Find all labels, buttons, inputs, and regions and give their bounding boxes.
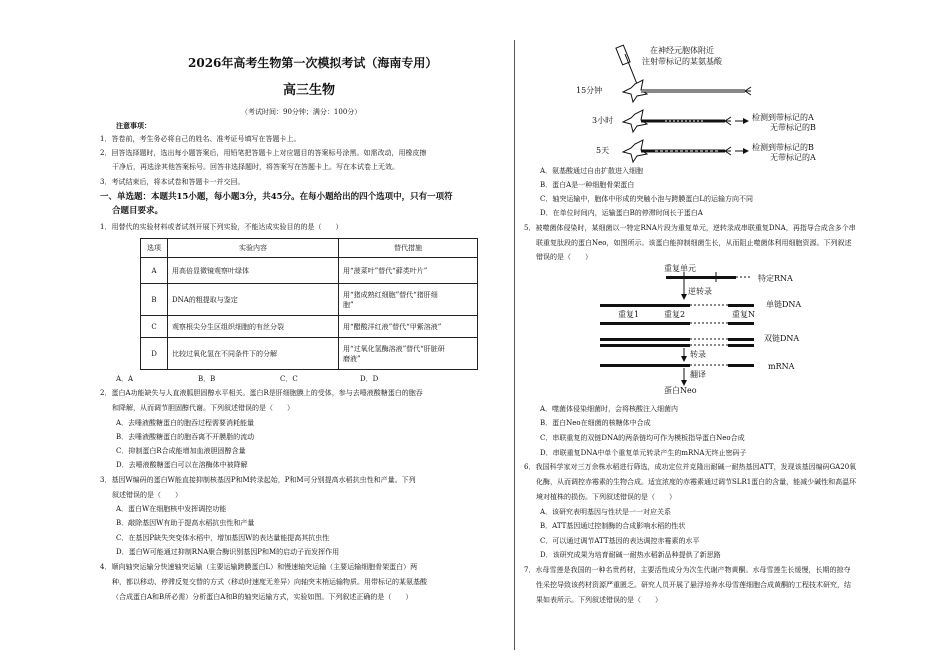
exam-title: 2026年高考生物第一次模拟考试（海南专用） [188, 56, 438, 70]
column-divider [514, 40, 515, 650]
fig-label: 翻译 [690, 370, 706, 379]
question-5-stem: 5．被噬菌体侵染时，某细菌以一特定RNA片段为重复单元，逆转录成串联重复DNA，再指导合成含多个串 [524, 224, 856, 232]
answer-option: A．A [116, 375, 134, 383]
question-1-table [140, 238, 478, 370]
question-6-stem: 6．我国科学家对三万余株水稻进行筛选，成功定位并克隆出耐碱一耐热基因ATT，发现该基因编码GA20氧 [524, 463, 857, 471]
transcription-arrow [681, 348, 687, 362]
axon-transport-figure [575, 44, 875, 164]
question-4-stem: （合成蛋白A和B所必需）分析蛋白A和B的轴突运输方式，实验如图。下列叙述正确的是（ ） [112, 593, 413, 601]
table-row [141, 284, 478, 316]
table-cell: A [141, 258, 168, 284]
table-cell: 观察根尖分生区组织细胞的有丝分裂 [168, 316, 339, 338]
table-cell: 比较过氧化氢在不同条件下的分解 [168, 338, 339, 370]
inject-label: 注射带标记的某氨基酸 [642, 57, 722, 66]
cell-text: 胞” [343, 300, 354, 309]
note-line: 2．回答选择题时，选出每小题答案后，用铅笔把答题卡上对应题目的答案标号涂黑。如需改动，用橡皮擦 [100, 149, 427, 157]
exam-info: （考试时间：90分钟；满分：100分） [241, 108, 362, 116]
fig-label: 特定RNA [758, 274, 793, 283]
table-cell: 用高倍显微镜观察叶绿体 [168, 258, 339, 284]
fig-label: 双链DNA [764, 334, 800, 343]
question-7-stem: 果如表所示。下列叙述错误的是（ ） [536, 596, 662, 604]
table-cell: B [141, 284, 168, 316]
fig-label: 重复1 [618, 310, 640, 319]
answer-option: A．蛋白W在细胞核中发挥调控功能 [116, 505, 227, 513]
neuron-15min [623, 80, 751, 102]
answer-option: D．D [360, 375, 379, 383]
table-header-row [141, 239, 478, 258]
answer-option: C．C [280, 375, 298, 383]
fig-label: 单链DNA [766, 300, 802, 309]
single-strand-dna [600, 304, 754, 307]
table-header: 替代措施 [339, 239, 478, 258]
double-strand-dna [600, 338, 754, 347]
neuron-5d [623, 140, 749, 162]
result-label: 无带标记的B [770, 123, 816, 132]
table-row [141, 316, 478, 338]
table-cell: D [141, 338, 168, 370]
question-5-stem: 联重复肽段的蛋白Neo，如图所示。该蛋白能抑制细菌生长，从而阻止噬菌体利用细胞资源。下列叙述 [536, 239, 852, 247]
question-7-stem: 7．水母雪莲是我国的一种名贵药材，主要活性成分为次生代谢产物黄酮。水母雪莲生长缓慢，长期的掠夺 [524, 566, 851, 574]
question-3-stem: 叙述错误的是（ ） [112, 491, 182, 499]
fig-label: 蛋白Neo [664, 386, 697, 395]
answer-option: D．蛋白W可能通过抑制RNA聚合酶识别基因P和M的启动子而发挥作用 [116, 548, 340, 556]
answer-option: C．轴突运输中，胞体中形成的突触小泡与跨膜蛋白L的运输方向不同 [540, 195, 754, 203]
table-cell [339, 316, 478, 338]
neo-synthesis-figure [600, 262, 830, 394]
time-label: 15分钟 [576, 86, 603, 95]
table-cell: C [141, 316, 168, 338]
answer-option: A．噬菌体侵染细菌时，会将核酸注入细菌内 [540, 405, 679, 413]
fig-label: 重复2 [664, 310, 686, 319]
time-label: 5天 [596, 146, 610, 155]
answer-option: B．敲除基因W有助于提高水稻抗虫性和产量 [116, 519, 255, 527]
question-7-stem: 性采挖导致该药材资源严重匮乏。研究人员开展了悬浮培养水母雪莲细胞合成黄酮的工程技术研究，结 [536, 581, 851, 589]
question-4-stem: 4．顺向轴突运输分快速轴突运输（主要运输跨膜蛋白L）和慢速轴突运输（主要运输细胞骨架蛋白）两 [100, 563, 418, 571]
note-line: 1．答卷前，考生务必将自己的姓名、准考证号填写在答题卡上。 [100, 135, 301, 143]
fig-label: mRNA [768, 362, 795, 371]
answer-option: C．可以通过调节ATT基因的表达调控赤霉素的水平 [540, 537, 700, 545]
answer-option: C．在基因P缺失突变体水稻中，增加基因W的表达量能提高其抗虫性 [116, 534, 330, 542]
question-1-stem: 1．用替代的实验材料或者试剂开展下列实验，不能达成实验目的的是（ ） [100, 223, 343, 231]
note-line: 3．考试结束后，将本试卷和答题卡一并交回。 [100, 178, 245, 186]
answer-option: A．氨基酸通过自由扩散进入细胞 [540, 167, 644, 175]
result-label: 无带标记的A [770, 153, 816, 162]
fig-label: 重复N [732, 310, 755, 319]
time-label: 3小时 [592, 116, 614, 125]
table-row [141, 338, 478, 370]
translation-arrow [681, 368, 687, 386]
table-row [141, 258, 478, 284]
answer-option: D．该研究成果为培育耐碱一耐热水稻新品种提供了新思路 [540, 551, 721, 559]
answer-option: B．去唾液酸糖蛋白的胞吞离不开膜脂的流动 [116, 433, 255, 441]
answer-option: B．ATT基因通过控制酶的合成影响水稻的性状 [540, 522, 686, 530]
table-cell [339, 284, 478, 316]
answer-option: A．该研究表明基因与性状是一一对应关系 [540, 508, 672, 516]
question-6-stem: 境对植株的损伤。下列叙述错误的是（ ） [536, 493, 676, 501]
table-header: 选项 [141, 239, 168, 258]
neuron-3h [623, 110, 749, 132]
exam-subtitle: 高三生物 [283, 83, 336, 98]
answer-option: B．蛋白Neo在细菌的核糖体中合成 [540, 419, 651, 427]
syringe-icon [616, 45, 637, 84]
mrna-strand [600, 364, 754, 367]
result-label: 检测到带标记的B [752, 143, 814, 152]
section-heading-cont: 合题目要求。 [112, 206, 164, 216]
answer-option: C．串联重复的双链DNA的两条链均可作为模板指导蛋白Neo合成 [540, 434, 745, 442]
fig-label: 重复单元 [664, 264, 696, 273]
answer-option: B．B [198, 375, 216, 383]
cell-text: 用“过氧化氢酶溶液”替代“肝脏研 [343, 344, 445, 353]
answer-option: C．抑制蛋白R合成能增加血液胆固醇含量 [116, 447, 246, 455]
question-4-stem: 种，都以移动、停滞反复交替的方式（移动时速度无差异）向轴突末梢运输物质。用带标记的某氨基酸 [112, 578, 427, 586]
answer-option: D．去唾液酸糖蛋白可以在溶酶体中被降解 [116, 461, 248, 469]
cell-text: 磨液” [343, 354, 361, 363]
fig-label: 逆转录 [688, 287, 712, 296]
reverse-transcription-arrow [681, 282, 687, 300]
note-line: 干净后，再选涂其他答案标号。回答非选择题时，将答案写在答题卡上。写在本试卷上无效。 [112, 163, 399, 171]
section-heading: 一、单选题：本题共15小题，每小题3分，共45分。在每小题给出的四个选项中，只有一项符 [100, 192, 453, 202]
question-5-stem: 错误的是（ ） [536, 253, 592, 261]
answer-option: D．串联重复DNA中单个重复单元转录产生的mRNA无终止密码子 [540, 449, 747, 457]
question-6-stem: 化酶，从而调控赤霉素的生物合成。适宜浓度的赤霉素通过调节SLR1蛋白的含量，能减少碱性和高温环 [536, 478, 857, 486]
cell-text: 用“猪成熟红细胞”替代“猪肝细 [343, 290, 438, 299]
question-3-stem: 3．基因W编码的蛋白W能直接抑制核基因P和M转录起始，P和M可分别提高水稻抗虫性和产量。下列 [100, 476, 416, 484]
answer-option: A．去唾液酸糖蛋白的胞吞过程需要消耗能量 [116, 419, 255, 427]
table-cell: DNA的粗提取与鉴定 [168, 284, 339, 316]
answer-option: D．在单位时间内，运输蛋白B的停滞时间长于蛋白A [540, 209, 703, 217]
cell-text: 用“醋酸洋红液”替代“甲紫溶液” [343, 322, 442, 331]
table-cell [339, 338, 478, 370]
table-header: 实验内容 [168, 239, 339, 258]
result-label: 检测到带标记的A [752, 113, 814, 122]
inject-label: 在神经元胞体附近 [650, 46, 714, 55]
question-2-stem: 2．蛋白A功能缺失与人直液胍胆固醇水平相关。蛋白R是肝细胞膜上的受体，参与去唾液酸糖蛋白的胞吞 [100, 389, 423, 397]
question-2-stem: 和降解，从而调节胆固醇代谢。下列叙述错误的是（ ） [112, 404, 294, 412]
table-cell [339, 258, 478, 284]
cell-text: 用“菠菜叶”替代“藓类叶片” [343, 266, 428, 275]
answer-option: B．蛋白A是一种细胞骨架蛋白 [540, 181, 635, 189]
notes-heading: 注意事项： [116, 121, 151, 130]
fig-label: 转录 [690, 350, 706, 359]
repeat-bar [600, 322, 754, 325]
